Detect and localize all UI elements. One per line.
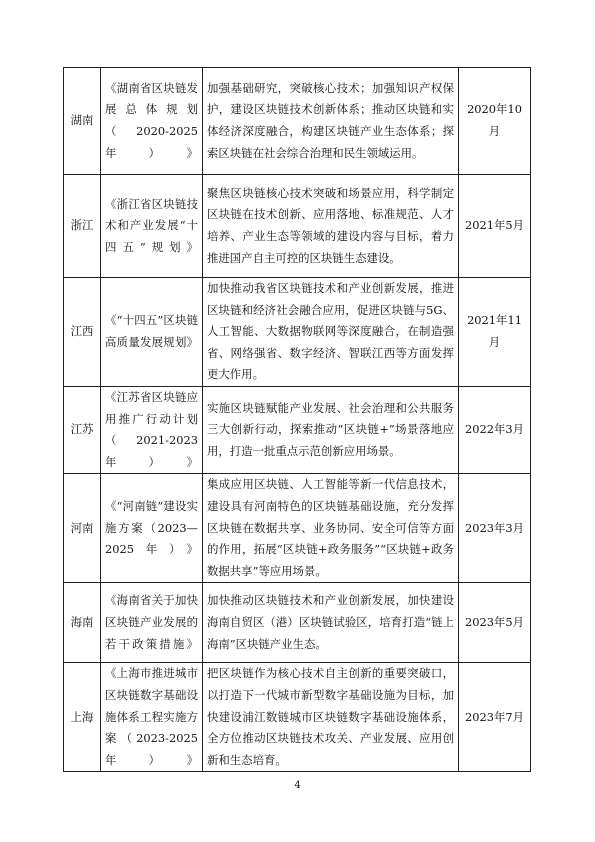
date-cell: 2021年5月 <box>459 175 531 278</box>
content-cell: 集成应用区块链、人工智能等新一代信息技术，建设具有河南特色的区块链基础设施，充分发挥区块链在数据共享、业务协同、安全可信等方面的作用，拓展“区块链+政务服务”“区块链+政务数据共享”等应用场景。 <box>203 474 459 583</box>
province-cell: 江苏 <box>64 386 101 473</box>
content-cell: 加快推动我省区块链技术和产业创新发展，推进区块链和经济社会融合应用，促进区块链与5G、人工智能、大数据物联网等深度融合，在制造强省、网络强省、数字经济、智联江西等方面发挥更大作用。 <box>203 278 459 387</box>
content-cell: 把区块链作为核心技术自主创新的重要突破口，以打造下一代城市新型数字基础设施为目标，加快建设浦江数链城市区块链数字基础设施体系，全方位推动区块链技术攻关、产业发展、应用创新和生态培育。 <box>203 663 459 772</box>
table-row <box>64 663 531 772</box>
content-cell: 实施区块链赋能产业发展、社会治理和公共服务三大创新行动，探索推动“区块链+”场景落地应用，打造一批重点示范创新应用场景。 <box>203 386 459 473</box>
date-cell: 2023年5月 <box>459 583 531 663</box>
table-row <box>64 278 531 387</box>
province-cell: 海南 <box>64 583 101 663</box>
content-cell: 聚焦区块链核心技术突破和场景应用，科学制定区块链在技术创新、应用落地、标准规范、人才培养、产业生态等领域的建设内容与目标，着力推进国产自主可控的区块链生态建设。 <box>203 175 459 278</box>
document-title-cell: 《上海市推进城市区块链数字基础设施体系工程实施方案（2023-2025年）》 <box>101 663 203 772</box>
document-title-cell: 《“河南链”建设实施方案（2023—2025年）》 <box>101 474 203 583</box>
table-row <box>64 175 531 278</box>
date-cell: 2023年7月 <box>459 663 531 772</box>
page-number: 4 <box>294 780 301 791</box>
table-row <box>64 474 531 583</box>
table-row <box>64 386 531 473</box>
date-cell: 2020年10月 <box>459 68 531 175</box>
document-title-cell: 《江苏省区块链应用推广行动计划（2021-2023年）》 <box>101 386 203 473</box>
document-title-cell: 《湖南省区块链发展总体规划（2020-2025年）》 <box>101 68 203 175</box>
document-title-cell: 《浙江省区块链技术和产业发展“十四五”规划》 <box>101 175 203 278</box>
date-cell: 2023年3月 <box>459 474 531 583</box>
date-cell: 2021年11月 <box>459 278 531 387</box>
province-cell: 江西 <box>64 278 101 387</box>
document-title-cell: 《海南省关于加快区块链产业发展的若干政策措施》 <box>101 583 203 663</box>
table-row <box>64 583 531 663</box>
content-cell: 加快推动区块链技术和产业创新发展，加快建设海南自贸区（港）区块链试验区，培育打造“链上海南”区块链产业生态。 <box>203 583 459 663</box>
table-row <box>64 68 531 175</box>
policy-table <box>63 67 531 772</box>
province-cell: 上海 <box>64 663 101 772</box>
province-cell: 河南 <box>64 474 101 583</box>
date-cell: 2022年3月 <box>459 386 531 473</box>
document-title-cell: 《“十四五”区块链高质量发展规划》 <box>101 278 203 387</box>
content-cell: 加强基础研究，突破核心技术；加强知识产权保护，建设区块链技术创新体系；推动区块链和实体经济深度融合，构建区块链产业生态体系；探索区块链在社会综合治理和民生领域运用。 <box>203 68 459 175</box>
province-cell: 浙江 <box>64 175 101 278</box>
province-cell: 湖南 <box>64 68 101 175</box>
